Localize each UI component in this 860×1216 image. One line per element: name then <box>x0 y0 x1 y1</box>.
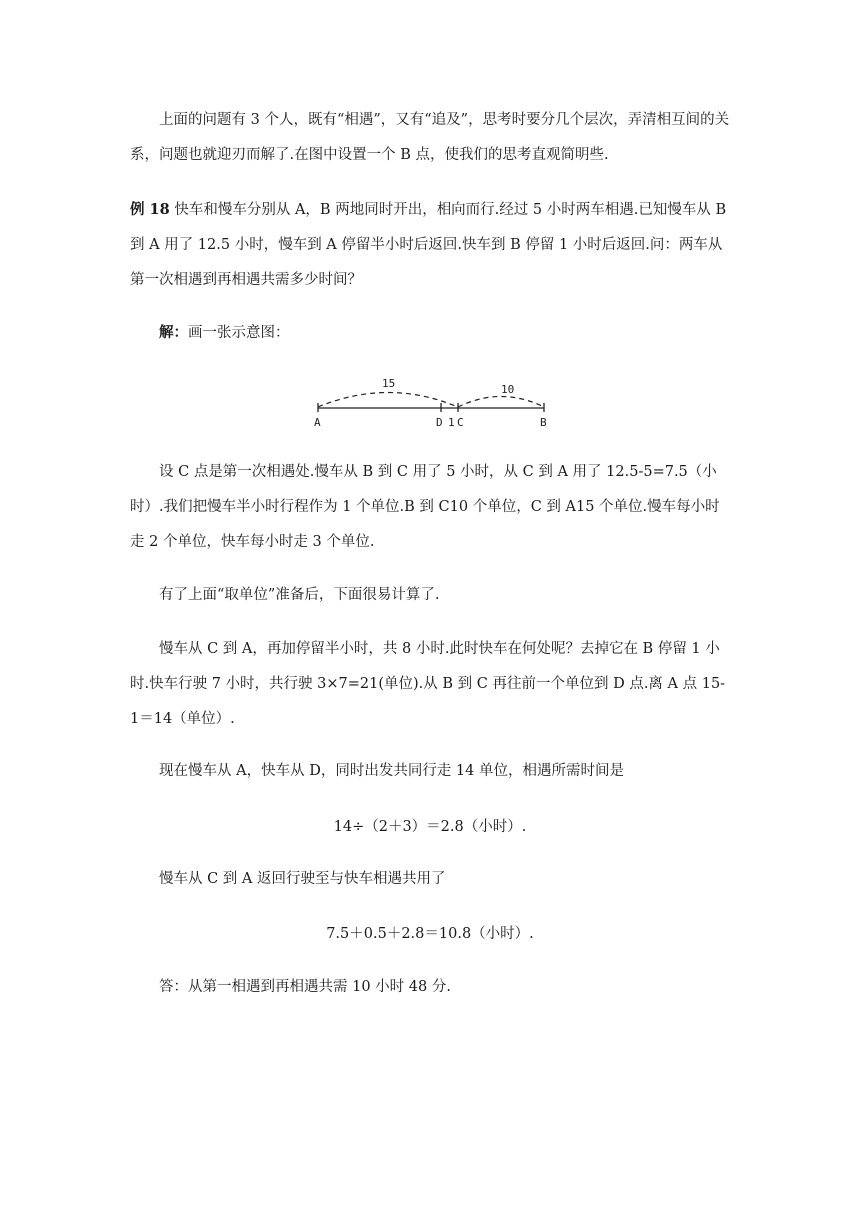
answer-paragraph: 答：从第一相遇到再相遇共需 10 小时 48 分. <box>159 979 451 995</box>
paragraph-unit-setup: 设 C 点是第一次相遇处.慢车从 B 到 C 用了 5 小时，从 C 到 A 用了 12.5-5=7.5（小时）.我们把慢车半小时行程作为 1 个单位.B 到 C10 个单位，C 到 A15 个单位.慢车每小时走 2 个单位，快车每小时走 3 个单位. <box>130 464 720 550</box>
formula-meeting-time: 14÷（2＋3）＝2.8（小时）. <box>333 819 527 835</box>
segment-label: 1 <box>448 416 455 429</box>
example-18-paragraph <box>130 192 730 298</box>
intro-paragraph: 上面的问题有 3 个人，既有“相遇”，又有“追及”，思考时要分几个层次，弄清相互间的关系，问题也就迎刃而解了.在图中设置一个 B 点，使我们的思考直观简明些. <box>130 112 730 163</box>
point-c-label: C <box>457 416 464 429</box>
paragraph-transition: 有了上面“取单位”准备后，下面很易计算了. <box>159 587 440 603</box>
arc-c-to-b <box>458 397 544 408</box>
line-diagram <box>308 372 556 430</box>
paragraph-fast-car-position: 慢车从 C 到 A，再加停留半小时，共 8 小时.此时快车在何处呢？去掉它在 B 停留 1 小时.快车行驶 7 小时，共行驶 3×7=21(单位).从 B 到 C 再往前一个单位到 D 点.离 A 点 15-1＝14（单位）. <box>130 641 726 727</box>
paragraph-total-time-intro: 慢车从 C 到 A 返回行驶至与快车相遇共用了 <box>159 871 446 887</box>
arc-a-to-c <box>318 393 458 408</box>
arc-left-label: 15 <box>382 377 396 390</box>
point-b-label: B <box>540 416 547 429</box>
point-a-label: A <box>314 416 321 429</box>
example-label: 例 18 <box>130 201 170 218</box>
arc-right-label: 10 <box>501 383 515 396</box>
formula-total-time: 7.5＋0.5＋2.8＝10.8（小时）. <box>326 926 534 942</box>
example-text: 快车和慢车分别从 A，B 两地同时开出，相向而行.经过 5 小时两车相遇.已知慢车从 B 到 A 用了 12.5 小时，慢车到 A 停留半小时后返回.快车到 B 停留 1 小时后返回.问：两车从第一次相遇到再相遇共需多少时间？ <box>130 202 727 288</box>
point-d-label: D <box>436 416 443 429</box>
solution-label: 解： <box>159 324 188 341</box>
paragraph-meeting-time-intro: 现在慢车从 A，快车从 D，同时出发共同行走 14 单位，相遇所需时间是 <box>159 763 624 779</box>
solution-paragraph <box>130 315 730 351</box>
solution-text: 画一张示意图： <box>188 325 290 341</box>
